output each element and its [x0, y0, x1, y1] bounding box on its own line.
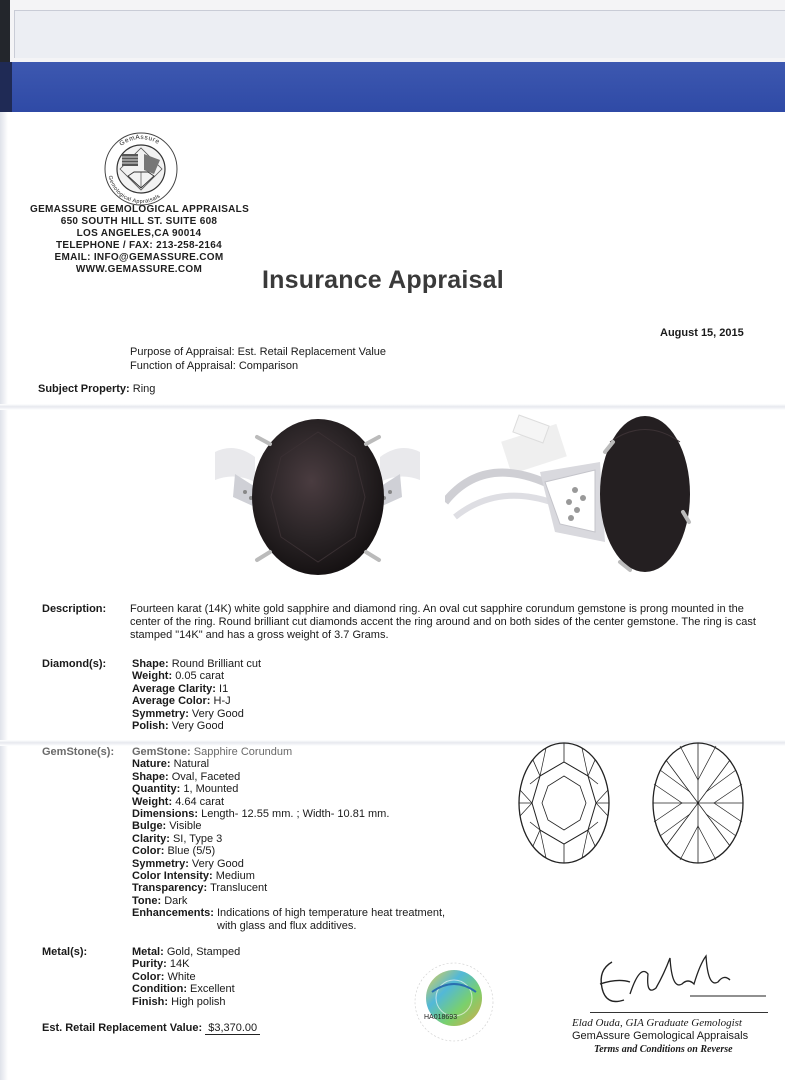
company-address-block	[30, 204, 248, 276]
gemstone-shape-row: Shape: Oval, Faceted	[132, 770, 241, 783]
gemstone-transparency-row: Transparency: Translucent	[132, 882, 268, 895]
gemstone-quantity-row: Quantity: 1, Mounted	[132, 783, 239, 796]
pavilion-facet-diagram	[650, 740, 746, 866]
gemstone-details	[132, 746, 445, 932]
hologram-seal	[414, 962, 494, 1042]
company-address-line1: 650 SOUTH HILL ST. SUITE 608	[60, 216, 218, 227]
metal-purity-row: Purity: 14K	[132, 958, 190, 971]
gemstone-color-row: Color: Blue (5/5)	[132, 845, 216, 858]
diamond-weight-row: Weight: 0.05 carat	[132, 670, 225, 683]
diamonds-details	[132, 658, 261, 732]
purpose-block	[130, 345, 386, 373]
underlying-sheet-page	[14, 10, 785, 58]
gemstone-symmetry-row: Symmetry: Very Good	[132, 857, 244, 870]
gemstone-color-intensity-row: Color Intensity: Medium	[132, 870, 255, 883]
diamond-polish-row: Polish: Very Good	[132, 720, 224, 733]
description-text: Fourteen karat (14K) white gold sapphire and diamond ring. An oval cut sapphire corundum gemstone is prong mounted in the center of the ring. Round brilliant cut diamonds accent the ring around and on both sides of the center gemstone. The ring is cast stamped "14K" and has a gross weight of 3.7 Grams.	[130, 603, 756, 641]
svg-text:Gemological Appraisals: Gemological Appraisals	[106, 175, 162, 206]
subject-property	[38, 383, 155, 395]
gemstone-enhancements-continued: with glass and flux additives.	[217, 919, 357, 932]
metal-type-row: Metal: Gold, Stamped	[132, 946, 241, 958]
diamond-color-row: Average Color: H-J	[132, 695, 231, 708]
subject-property-label: Subject Property:	[38, 383, 130, 395]
appraiser-name: Elad Ouda, GIA Graduate Gemologist	[572, 1017, 742, 1029]
description-label: Description:	[42, 603, 107, 615]
gemstone-tone-row: Tone: Dark	[132, 894, 188, 907]
gemstone-label: GemStone(s):	[42, 746, 115, 758]
diamonds-label: Diamond(s):	[42, 658, 107, 670]
diamond-symmetry-row: Symmetry: Very Good	[132, 707, 244, 720]
company-phone: TELEPHONE / FAX: 213-258-2164	[56, 240, 222, 251]
ring-photo-front	[215, 412, 420, 582]
document-title: Insurance Appraisal	[262, 266, 504, 294]
retail-value	[42, 1022, 260, 1034]
crown-facet-diagram	[516, 740, 612, 866]
gemstone-clarity-row: Clarity: SI, Type 3	[132, 832, 223, 845]
diamond-shape-row: Shape: Round Brilliant cut	[132, 658, 262, 670]
appraiser-signature	[590, 944, 770, 1014]
metal-details	[132, 946, 240, 1008]
retail-value-amount: $3,370.00	[205, 1022, 260, 1035]
signature-line	[590, 1012, 768, 1013]
appraiser-company: GemAssure Gemological Appraisals	[572, 1030, 749, 1042]
metal-color-row: Color: White	[132, 970, 196, 983]
metals-label: Metal(s):	[42, 946, 88, 958]
company-name: GEMASSURE GEMOLOGICAL APPRAISALS	[30, 204, 250, 215]
function-of-appraisal: Function of Appraisal: Comparison	[130, 360, 299, 372]
terms-note: Terms and Conditions on Reverse	[594, 1044, 733, 1055]
metal-condition-row: Condition: Excellent	[132, 983, 235, 996]
ring-photo-side	[445, 412, 695, 582]
header-blue-band	[0, 62, 785, 112]
company-website: WWW.GEMASSURE.COM	[75, 264, 203, 275]
subject-property-value: Ring	[132, 383, 156, 395]
gemstone-weight-row: Weight: 4.64 carat	[132, 795, 225, 808]
signature-block	[572, 1017, 748, 1056]
retail-value-label: Est. Retail Replacement Value:	[42, 1022, 203, 1034]
fold-line	[0, 404, 785, 410]
page-edge	[0, 112, 8, 1080]
appraisal-date: August 15, 2015	[660, 327, 744, 339]
metal-finish-row: Finish: High polish	[132, 995, 226, 1008]
gemstone-enhancements-row: Enhancements: Indications of high temperature heat treatment,	[132, 907, 446, 920]
gemassure-seal-logo	[98, 130, 184, 208]
svg-text:GemAssure: GemAssure	[118, 133, 161, 148]
gemstone-type-row: GemStone: Sapphire Corundum	[132, 746, 293, 758]
gemstone-dimensions-row: Dimensions: Length- 12.55 mm. ; Width- 10.81 mm.	[132, 808, 390, 821]
purpose-of-appraisal: Purpose of Appraisal: Est. Retail Replacement Value	[130, 346, 386, 358]
hologram-serial: HA018693	[424, 1014, 458, 1021]
company-address-line2: LOS ANGELES,CA 90014	[76, 228, 202, 239]
company-email: EMAIL: INFO@GEMASSURE.COM	[54, 252, 224, 263]
scan-edge	[0, 0, 10, 62]
underlying-sheet	[0, 0, 785, 62]
gemstone-nature-row: Nature: Natural	[132, 758, 210, 771]
gemstone-bulge-row: Bulge: Visible	[132, 820, 202, 833]
diamond-clarity-row: Average Clarity: I1	[132, 682, 229, 695]
